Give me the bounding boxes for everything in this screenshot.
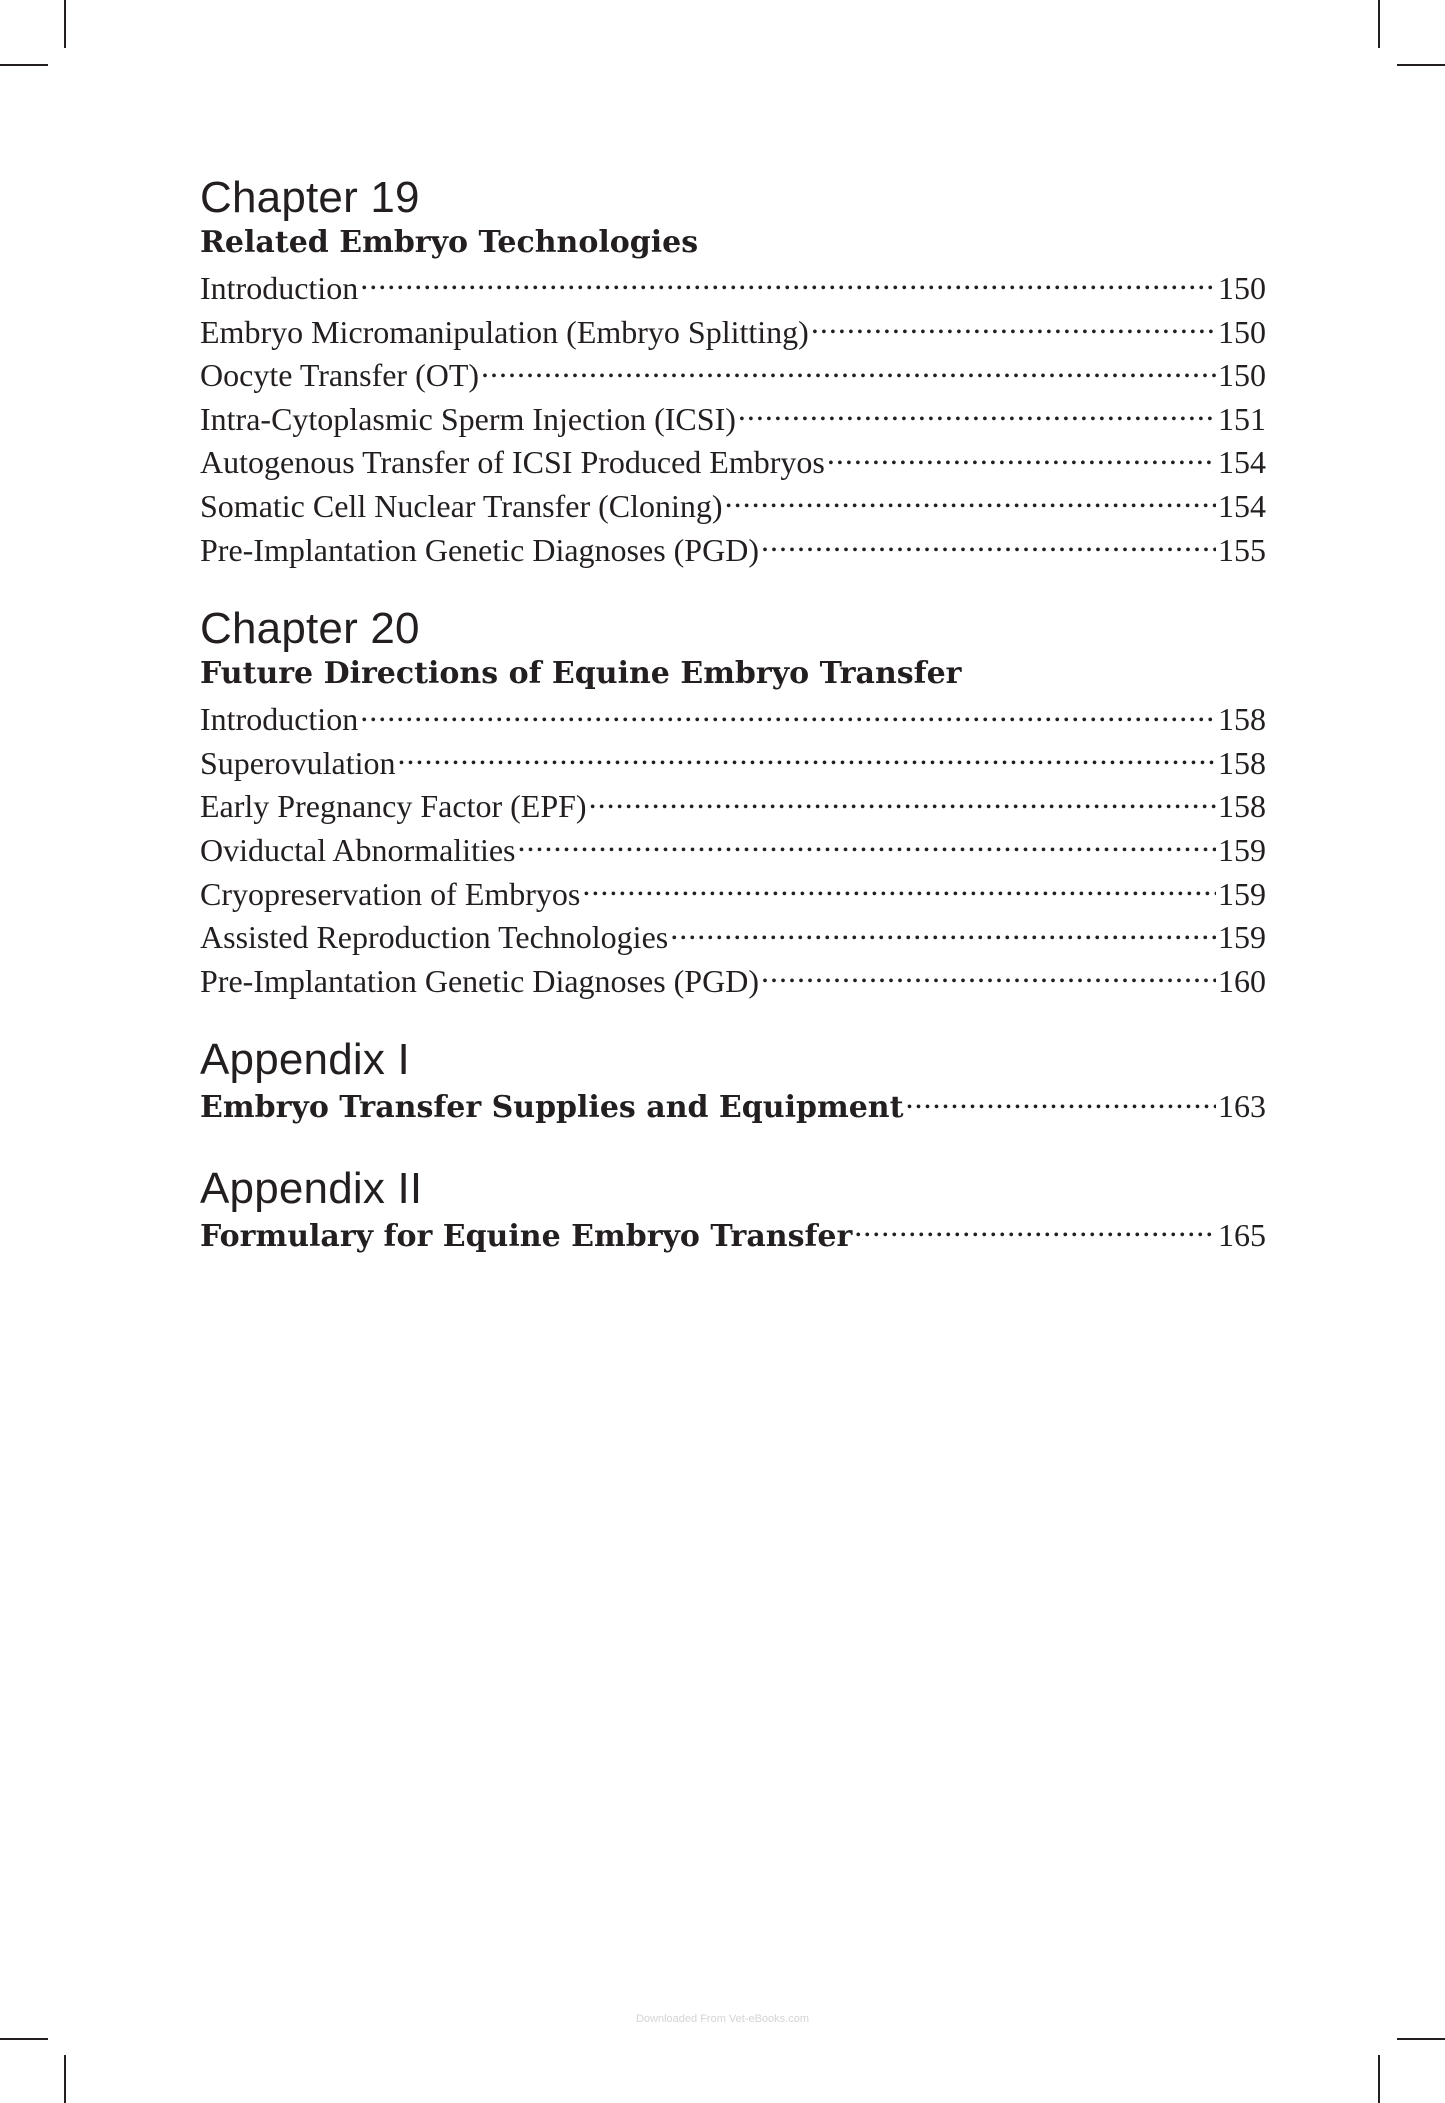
toc-page-number: 159 <box>1218 831 1266 868</box>
crop-mark-top-left-h <box>0 64 48 66</box>
toc-page-number: 158 <box>1218 701 1266 738</box>
dot-leader <box>360 698 1216 730</box>
toc-entry[interactable] <box>200 742 1266 786</box>
toc-entry-text: Assisted Reproduction Technologies <box>200 919 669 956</box>
dot-leader <box>827 441 1216 473</box>
appendix-label: Appendix I <box>200 1035 410 1085</box>
dot-leader <box>360 267 1216 299</box>
dot-leader <box>811 311 1216 343</box>
dot-leader <box>905 1085 1216 1117</box>
appendix-title: Embryo Transfer Supplies and Equipment <box>200 1090 904 1126</box>
chapter-label: Chapter 19 <box>200 173 420 222</box>
appendix-label: Appendix II <box>200 1163 423 1213</box>
dot-leader <box>761 529 1216 561</box>
toc-entry[interactable] <box>200 354 1266 398</box>
toc-entry-text: Superovulation <box>200 744 396 781</box>
toc-entry[interactable] <box>200 829 1266 873</box>
toc-entry-text: Introduction <box>200 701 359 738</box>
dot-leader <box>518 829 1217 861</box>
toc-page-number: 158 <box>1218 788 1266 825</box>
toc-entry[interactable] <box>200 1085 1266 1130</box>
toc-entry-text: Pre-Implantation Genetic Diagnoses (PGD) <box>200 531 759 568</box>
toc-entry-text: Early Pregnancy Factor (EPF) <box>200 788 587 825</box>
chapter-section <box>200 604 1266 1003</box>
toc-entry[interactable] <box>200 785 1266 829</box>
chapter-title: Future Directions of Equine Embryo Transfer <box>200 656 962 692</box>
dot-leader <box>589 785 1216 817</box>
toc-entry[interactable] <box>200 311 1266 355</box>
toc-entry-text: Embryo Micromanipulation (Embryo Splitting) <box>200 313 809 350</box>
toc-entry-text: Somatic Cell Nuclear Transfer (Cloning) <box>200 487 723 524</box>
toc-entry[interactable] <box>200 529 1266 573</box>
crop-mark-bottom-right <box>1378 2055 1380 2103</box>
toc-entry[interactable] <box>200 441 1266 485</box>
chapter-section <box>200 173 1266 572</box>
chapter-title: Related Embryo Technologies <box>200 225 699 260</box>
toc-page-number: 159 <box>1218 919 1266 956</box>
dot-leader <box>761 960 1216 992</box>
dot-leader <box>738 398 1216 430</box>
dot-leader <box>854 1214 1216 1246</box>
dot-leader <box>582 873 1216 905</box>
toc-entry[interactable] <box>200 485 1266 529</box>
toc-page-number: 150 <box>1218 270 1266 306</box>
crop-mark-top-right-h <box>1397 64 1445 66</box>
toc-page-number: 150 <box>1218 357 1266 394</box>
toc-page-number: 154 <box>1218 487 1266 524</box>
appendix-title: Formulary for Equine Embryo Transfer <box>200 1218 853 1254</box>
toc-page-number: 160 <box>1218 962 1266 999</box>
toc-entry[interactable] <box>200 1214 1266 1259</box>
toc-page-number: 165 <box>1218 1216 1266 1253</box>
toc-page-number: 159 <box>1218 875 1266 912</box>
toc-page-number: 158 <box>1218 744 1266 781</box>
toc-entry-text: Intra-Cytoplasmic Sperm Injection (ICSI) <box>200 400 736 437</box>
dot-leader <box>725 485 1216 517</box>
toc-entry-text: Oocyte Transfer (OT) <box>200 357 480 394</box>
crop-mark-bottom-right-h <box>1397 2038 1445 2040</box>
toc-page-number: 163 <box>1218 1088 1266 1125</box>
appendix-section <box>200 1164 1266 1259</box>
crop-mark-bottom-left-h <box>0 2038 48 2040</box>
dot-leader <box>398 742 1216 774</box>
toc-entry[interactable] <box>200 960 1266 1004</box>
toc-entry-text: Cryopreservation of Embryos <box>200 875 581 912</box>
toc-entry-text: Pre-Implantation Genetic Diagnoses (PGD) <box>200 962 759 999</box>
dot-leader <box>670 916 1216 948</box>
toc-entry[interactable] <box>200 698 1266 742</box>
crop-mark-top-left <box>64 0 66 48</box>
toc-page-number: 151 <box>1218 400 1266 437</box>
toc-entry[interactable] <box>200 398 1266 442</box>
toc-page-number: 154 <box>1218 444 1266 481</box>
appendix-section <box>200 1035 1266 1130</box>
toc-entry-text: Introduction <box>200 270 359 306</box>
toc-page-number: 150 <box>1218 313 1266 350</box>
toc-entry-text: Oviductal Abnormalities <box>200 831 516 868</box>
toc-entry[interactable] <box>200 267 1266 311</box>
chapter-label: Chapter 20 <box>200 604 420 654</box>
dot-leader <box>481 354 1216 386</box>
toc-entry[interactable] <box>200 873 1266 917</box>
table-of-contents <box>200 173 1266 1293</box>
crop-mark-bottom-left <box>64 2055 66 2103</box>
toc-entry[interactable] <box>200 916 1266 960</box>
crop-mark-top-right <box>1378 0 1380 48</box>
toc-entry-text: Autogenous Transfer of ICSI Produced Embryos <box>200 444 825 481</box>
toc-page-number: 155 <box>1218 531 1266 568</box>
download-watermark: Downloaded From Vet-eBooks.com <box>635 2013 810 2025</box>
